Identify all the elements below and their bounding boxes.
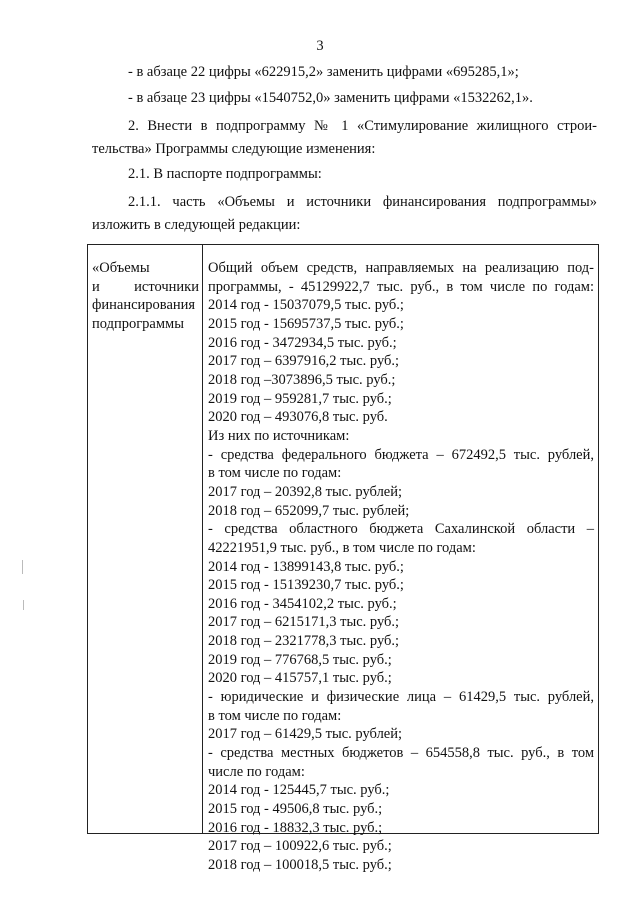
table-content-line: Общий объем средств, направляемых на реализацию под- bbox=[208, 260, 594, 276]
paragraph-line: 2.1.1. часть «Объемы и источники финансирования подпрограммы» bbox=[128, 194, 597, 210]
table-content-line: 2019 год – 776768,5 тыс. руб.; bbox=[208, 651, 392, 668]
table-content-line: 2014 год - 13899143,8 тыс. руб.; bbox=[208, 558, 404, 575]
paragraph-passport: 2.1. В паспорте подпрограммы: bbox=[128, 166, 322, 182]
table-label-word: и bbox=[92, 278, 100, 295]
table-content-line: 2019 год – 959281,7 тыс. руб.; bbox=[208, 390, 392, 407]
table-content-line: 2016 год - 18832,3 тыс. руб.; bbox=[208, 819, 383, 836]
table-content-line: 2015 год - 15695737,5 тыс. руб.; bbox=[208, 315, 404, 332]
paragraph-abzac-23: - в абзаце 23 цифры «1540752,0» заменить цифрами «1532262,1». bbox=[128, 90, 533, 106]
table-label-word: источники bbox=[134, 278, 199, 295]
table-content-line: - средства федерального бюджета – 672492,5 тыс. рублей, bbox=[208, 446, 594, 463]
table-content-line: 2015 год - 49506,8 тыс. руб.; bbox=[208, 801, 383, 818]
table-content-line: 2017 год – 6215171,3 тыс. руб.; bbox=[208, 614, 400, 631]
table-content-line: 2016 год - 3454102,2 тыс. руб.; bbox=[208, 595, 397, 612]
table-label-line: финансирования bbox=[92, 297, 196, 314]
table-content-line: 2018 год – 100018,5 тыс. руб.; bbox=[208, 857, 392, 873]
table-label-cell bbox=[88, 245, 203, 833]
paragraph-financing-part bbox=[92, 191, 597, 236]
table-content-line: 2017 год – 6397916,2 тыс. руб.; bbox=[208, 353, 400, 370]
scan-mark bbox=[22, 560, 23, 574]
paragraph-line: изложить в следующей редакции: bbox=[92, 216, 301, 233]
paragraph-line: тельства» Программы следующие изменения: bbox=[92, 140, 376, 157]
financing-table bbox=[87, 244, 599, 873]
table-content-line: программы, - 45129922,7 тыс. руб., в том числе по годам: bbox=[208, 278, 594, 295]
table-content-line: - средства областного бюджета Сахалинской области – bbox=[208, 521, 594, 538]
table-content-line: 2020 год – 415757,1 тыс. руб.; bbox=[208, 670, 392, 687]
table-content-cell bbox=[203, 245, 598, 873]
table-content-line: 42221951,9 тыс. руб., в том числе по годам: bbox=[208, 539, 476, 556]
table-content-line: - юридические и физические лица – 61429,5 тыс. рублей, bbox=[208, 689, 594, 706]
table-content-line: 2017 год – 20392,8 тыс. рублей; bbox=[208, 483, 403, 500]
table-content-line: 2020 год – 493076,8 тыс. руб. bbox=[208, 409, 388, 426]
table-content-line: 2018 год – 652099,7 тыс. рублей; bbox=[208, 502, 410, 519]
table-content-line: 2016 год - 3472934,5 тыс. руб.; bbox=[208, 334, 397, 351]
paragraph-subprogram-changes bbox=[92, 115, 597, 160]
table-content-line: в том числе по годам: bbox=[208, 465, 342, 482]
table-content-line: Из них по источникам: bbox=[208, 427, 350, 444]
table-content-line: 2017 год – 61429,5 тыс. рублей; bbox=[208, 726, 403, 743]
table-content-line: 2018 год – 2321778,3 тыс. руб.; bbox=[208, 633, 400, 650]
table-content-line: числе по годам: bbox=[208, 763, 305, 780]
paragraph-line: 2. Внести в подпрограмму № 1 «Стимулирование жилищного строи- bbox=[128, 118, 597, 134]
table-content-line: 2015 год - 15139230,7 тыс. руб.; bbox=[208, 577, 404, 594]
table-content-line: 2014 год - 125445,7 тыс. руб.; bbox=[208, 782, 390, 799]
paragraph-abzac-22: - в абзаце 22 цифры «622915,2» заменить цифрами «695285,1»; bbox=[128, 64, 519, 80]
page-number: 3 bbox=[316, 38, 324, 54]
table-content-line: 2014 год - 15037079,5 тыс. руб.; bbox=[208, 297, 404, 314]
table-label-line bbox=[92, 278, 199, 297]
table-label-line: подпрограммы bbox=[92, 315, 184, 332]
scan-mark bbox=[23, 600, 24, 610]
table-content-line: 2018 год –3073896,5 тыс. руб.; bbox=[208, 371, 396, 388]
table-content-line: 2017 год – 100922,6 тыс. руб.; bbox=[208, 838, 392, 855]
table-content-line: - средства местных бюджетов – 654558,8 тыс. руб., в том bbox=[208, 745, 594, 762]
table-label-line: «Объемы bbox=[92, 260, 150, 276]
table-content-line: в том числе по годам: bbox=[208, 707, 342, 724]
